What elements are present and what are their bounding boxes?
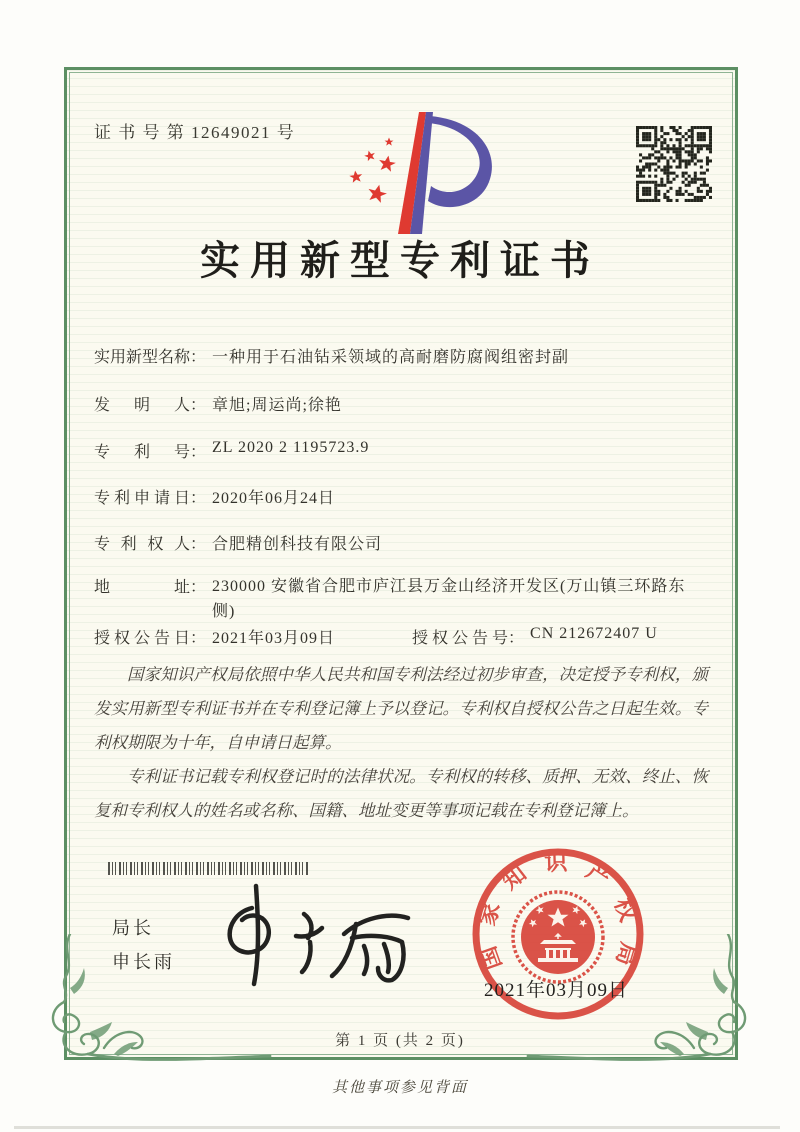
- seal-date: 2021年03月09日: [483, 980, 628, 1001]
- field-label: 实用新型名称: [94, 349, 191, 366]
- certificate-title: 实用新型专利证书: [200, 238, 600, 283]
- field-colon: ：: [190, 444, 207, 461]
- field-label: 专利号: [94, 444, 190, 461]
- field-colon: ：: [190, 490, 207, 507]
- field-row-patent-no: [94, 439, 369, 462]
- field-group-grant-no: [412, 625, 658, 648]
- field-row-grant: [94, 625, 708, 648]
- signer-name: 申长雨: [112, 952, 175, 972]
- field-row-name: [94, 344, 569, 367]
- national-emblem-icon: [513, 892, 603, 982]
- field-colon: ：: [190, 630, 207, 647]
- field-value: ZL 2020 2 1195723.9: [212, 439, 370, 456]
- field-label: 授权公告日: [94, 630, 190, 647]
- field-label: 专利权人: [94, 536, 190, 553]
- field-row-inventor: [94, 392, 342, 415]
- field-value: 230000 安徽省合肥市庐江县万金山经济开发区(万山镇三环路东侧): [212, 578, 686, 620]
- field-colon: ：: [508, 630, 525, 647]
- field-colon: ：: [190, 536, 207, 553]
- field-colon: ：: [190, 397, 207, 414]
- certificate-number: 证 书 号 第 12649021 号: [94, 123, 296, 142]
- field-row-patentee: [94, 531, 382, 554]
- barcode: [108, 862, 310, 875]
- field-value: CN 212672407 U: [530, 625, 658, 642]
- field-value: 2021年03月09日: [212, 630, 336, 647]
- field-value: 一种用于石油钻采领域的高耐磨防腐阀组密封副: [212, 349, 570, 366]
- field-value: 2020年06月24日: [212, 490, 336, 507]
- signer-title: 局长: [112, 918, 154, 938]
- cnipa-logo-icon: [336, 106, 504, 238]
- field-value: 章旭;周运尚;徐艳: [212, 397, 342, 414]
- field-label: 发明人: [94, 397, 190, 414]
- field-colon: ：: [190, 349, 207, 366]
- seal-org-text: 国家知识产权局: [474, 849, 642, 974]
- field-row-address: [94, 574, 690, 624]
- field-value: 合肥精创科技有限公司: [212, 536, 383, 553]
- legal-paragraph-2: 专利证书记载专利权登记时的法律状况。专利权的转移、质押、无效、终止、恢复和专利权人的姓名或名称、国籍、地址变更等事项记载在专利登记簿上。: [94, 767, 708, 820]
- qr-code: [636, 126, 712, 202]
- field-colon: ：: [190, 579, 207, 596]
- legal-paragraph-1: 国家知识产权局依照中华人民共和国专利法经过初步审查，决定授予专利权，颁发实用新型专利证书并在专利登记簿上予以登记。专利权自授权公告之日起生效。专利权期限为十年，自申请日起算。: [94, 665, 708, 752]
- back-side-note: 其他事项参见背面: [331, 1080, 468, 1096]
- scan-edge-shadow: [14, 1126, 780, 1129]
- field-label: 地址: [94, 579, 190, 596]
- legal-text: [94, 658, 708, 828]
- field-label: 专利申请日: [94, 490, 190, 507]
- field-label: 授权公告号: [412, 630, 508, 647]
- field-row-filing-date: [94, 485, 335, 508]
- page-number: 第 1 页 (共 2 页): [335, 1033, 465, 1049]
